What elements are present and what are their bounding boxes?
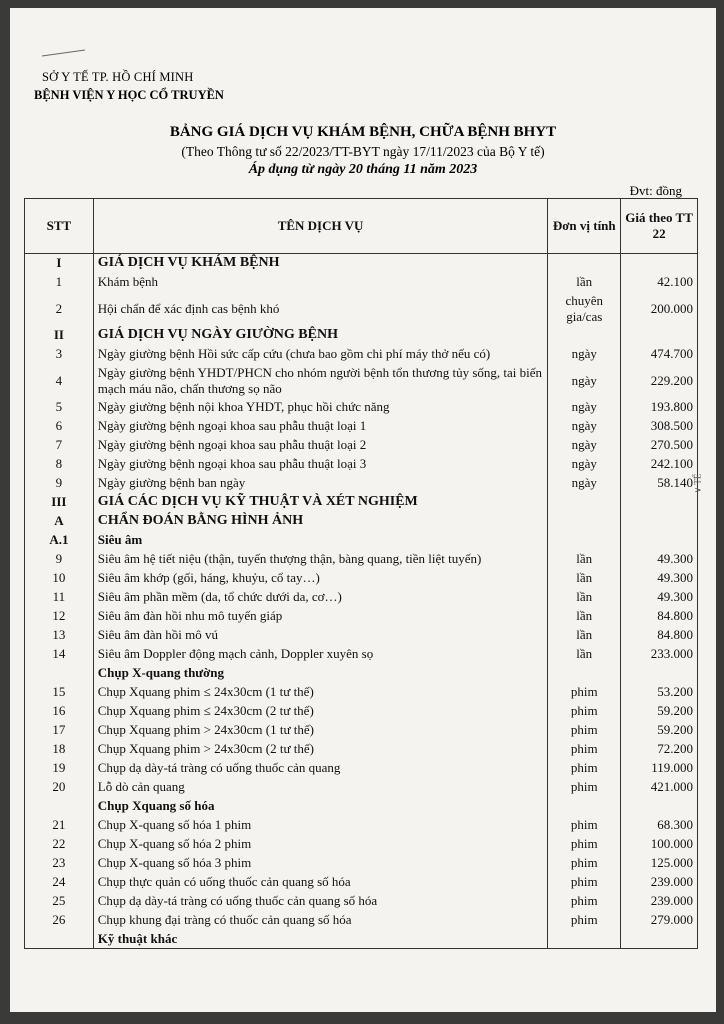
section-row xyxy=(25,664,698,683)
row-stt: 22 xyxy=(25,835,94,854)
row-unit: lần xyxy=(548,626,621,645)
row-unit xyxy=(548,531,621,550)
row-price: 270.500 xyxy=(621,436,698,455)
row-unit: phim xyxy=(548,721,621,740)
row-unit: lần xyxy=(548,607,621,626)
col-name-header: TÊN DỊCH VỤ xyxy=(93,199,548,254)
table-row xyxy=(25,436,698,455)
row-price: 474.700 xyxy=(621,345,698,364)
row-unit xyxy=(548,326,621,345)
table-body xyxy=(25,254,698,949)
row-stt: 18 xyxy=(25,740,94,759)
row-unit xyxy=(548,512,621,531)
apply-date: Áp dụng từ ngày 20 tháng 11 năm 2023 xyxy=(248,162,478,177)
section-row xyxy=(25,512,698,531)
table-row xyxy=(25,721,698,740)
row-stt: 17 xyxy=(25,721,94,740)
row-price xyxy=(621,326,698,345)
row-name: Chụp Xquang phim ≤ 24x30cm (1 tư thế) xyxy=(93,683,548,702)
row-stt: 12 xyxy=(25,607,94,626)
row-unit: ngày xyxy=(548,364,621,398)
row-unit: phim xyxy=(548,740,621,759)
table-row xyxy=(25,273,698,292)
row-price: 68.300 xyxy=(621,816,698,835)
row-price: 193.800 xyxy=(621,398,698,417)
row-name: Ngày giường bệnh nội khoa YHDT, phục hồi chức năng xyxy=(93,398,548,417)
document-page xyxy=(10,8,716,1012)
row-stt: 21 xyxy=(25,816,94,835)
row-name: GIÁ DỊCH VỤ KHÁM BỆNH xyxy=(93,254,548,273)
row-stt xyxy=(25,930,94,949)
table-row xyxy=(25,645,698,664)
row-name: Siêu âm đàn hồi mô vú xyxy=(93,626,548,645)
row-stt: 16 xyxy=(25,702,94,721)
row-price: 42.100 xyxy=(621,273,698,292)
stamp-mark: ∨ TẾ xyxy=(692,473,703,494)
row-name: Ngày giường bệnh ngoại khoa sau phẫu thuật loại 2 xyxy=(93,436,548,455)
org-line-1: SỞ Y TẾ TP. HỒ CHÍ MINH xyxy=(42,70,194,84)
row-name: Siêu âm hệ tiết niệu (thận, tuyến thượng thận, bàng quang, tiền liệt tuyến) xyxy=(93,550,548,569)
row-name: Siêu âm xyxy=(93,531,548,550)
row-price xyxy=(621,512,698,531)
row-price: 49.300 xyxy=(621,569,698,588)
row-stt: 24 xyxy=(25,873,94,892)
row-unit: lần xyxy=(548,645,621,664)
table-row xyxy=(25,626,698,645)
row-price: 239.000 xyxy=(621,892,698,911)
row-price: 49.300 xyxy=(621,550,698,569)
row-price: 125.000 xyxy=(621,854,698,873)
table-row xyxy=(25,550,698,569)
table-row xyxy=(25,835,698,854)
row-name: Siêu âm khớp (gối, háng, khuỷu, cổ tay…) xyxy=(93,569,548,588)
table-row xyxy=(25,474,698,493)
row-name: Chụp Xquang số hóa xyxy=(93,797,548,816)
row-unit: ngày xyxy=(548,417,621,436)
row-unit xyxy=(548,930,621,949)
row-unit: lần xyxy=(548,273,621,292)
row-unit: phim xyxy=(548,702,621,721)
row-unit: phim xyxy=(548,854,621,873)
col-price-header: Giá theo TT 22 xyxy=(621,199,698,254)
row-name: Khám bệnh xyxy=(93,273,548,292)
row-name: Kỹ thuật khác xyxy=(93,930,548,949)
row-unit: phim xyxy=(548,683,621,702)
row-unit: ngày xyxy=(548,474,621,493)
table-row xyxy=(25,854,698,873)
row-unit: lần xyxy=(548,569,621,588)
row-unit: phim xyxy=(548,759,621,778)
row-stt: A xyxy=(25,512,94,531)
row-name: Chụp Xquang phim > 24x30cm (2 tư thế) xyxy=(93,740,548,759)
row-unit xyxy=(548,664,621,683)
row-stt: 19 xyxy=(25,759,94,778)
row-name: Chụp dạ dày-tá tràng có uống thuốc cản quang xyxy=(93,759,548,778)
row-stt: 1 xyxy=(25,273,94,292)
row-stt: 9 xyxy=(25,474,94,493)
row-name: Chụp Xquang phim ≤ 24x30cm (2 tư thế) xyxy=(93,702,548,721)
row-stt: 9 xyxy=(25,550,94,569)
row-price: 84.800 xyxy=(621,607,698,626)
row-stt: 23 xyxy=(25,854,94,873)
col-stt-header: STT xyxy=(25,199,94,254)
row-price xyxy=(621,930,698,949)
row-price: 72.200 xyxy=(621,740,698,759)
price-table xyxy=(24,198,698,949)
row-price: 308.500 xyxy=(621,417,698,436)
row-unit xyxy=(548,797,621,816)
row-name: Chụp dạ dày-tá tràng có uống thuốc cản quang số hóa xyxy=(93,892,548,911)
row-unit xyxy=(548,493,621,512)
pen-mark xyxy=(40,48,90,58)
row-price xyxy=(621,797,698,816)
row-stt: 26 xyxy=(25,911,94,930)
row-name: Ngày giường bệnh ban ngày xyxy=(93,474,548,493)
section-row xyxy=(25,930,698,949)
row-stt: 14 xyxy=(25,645,94,664)
row-price xyxy=(621,493,698,512)
table-row xyxy=(25,455,698,474)
row-name: Siêu âm Doppler động mạch cảnh, Doppler xuyên sọ xyxy=(93,645,548,664)
row-price: 58.140 xyxy=(621,474,698,493)
row-unit: lần xyxy=(548,588,621,607)
table-row xyxy=(25,911,698,930)
org-line-2: BỆNH VIỆN Y HỌC CỔ TRUYỀN xyxy=(34,88,224,102)
row-stt: I xyxy=(25,254,94,273)
row-stt: 6 xyxy=(25,417,94,436)
row-name: GIÁ DỊCH VỤ NGÀY GIƯỜNG BỆNH xyxy=(93,326,548,345)
table-row xyxy=(25,778,698,797)
col-unit-header: Đơn vị tính xyxy=(548,199,621,254)
row-price xyxy=(621,254,698,273)
row-stt: 11 xyxy=(25,588,94,607)
row-stt: II xyxy=(25,326,94,345)
table-row xyxy=(25,759,698,778)
row-name: Lỗ dò cản quang xyxy=(93,778,548,797)
row-unit: ngày xyxy=(548,436,621,455)
row-unit: chuyên gia/cas xyxy=(548,292,621,326)
document-title: BẢNG GIÁ DỊCH VỤ KHÁM BỆNH, CHỮA BỆNH BHYT xyxy=(169,124,557,140)
row-price: 59.200 xyxy=(621,721,698,740)
row-unit: phim xyxy=(548,892,621,911)
row-price: 421.000 xyxy=(621,778,698,797)
row-stt: 10 xyxy=(25,569,94,588)
row-name: Hội chẩn để xác định cas bệnh khó xyxy=(93,292,548,326)
section-row xyxy=(25,531,698,550)
table-header-row xyxy=(25,199,698,254)
row-name: Ngày giường bệnh YHDT/PHCN cho nhóm người bệnh tổn thương tủy sống, tai biến mạch máu não, chấn thương sọ não xyxy=(93,364,548,398)
table-row xyxy=(25,398,698,417)
row-stt: 8 xyxy=(25,455,94,474)
row-name: CHẨN ĐOÁN BẰNG HÌNH ẢNH xyxy=(93,512,548,531)
row-name: Ngày giường bệnh ngoại khoa sau phẫu thuật loại 1 xyxy=(93,417,548,436)
row-stt: A.1 xyxy=(25,531,94,550)
row-price: 239.000 xyxy=(621,873,698,892)
row-stt: 5 xyxy=(25,398,94,417)
document-subtitle: (Theo Thông tư số 22/2023/TT-BYT ngày 17/11/2023 của Bộ Y tế) xyxy=(181,144,545,159)
row-price: 100.000 xyxy=(621,835,698,854)
row-price: 200.000 xyxy=(621,292,698,326)
row-price: 84.800 xyxy=(621,626,698,645)
row-name: Chụp Xquang phim > 24x30cm (1 tư thế) xyxy=(93,721,548,740)
row-stt: III xyxy=(25,493,94,512)
section-row xyxy=(25,254,698,273)
row-name: GIÁ CÁC DỊCH VỤ KỸ THUẬT VÀ XÉT NGHIỆM xyxy=(93,493,548,512)
row-price: 279.000 xyxy=(621,911,698,930)
row-unit: phim xyxy=(548,835,621,854)
table-row xyxy=(25,683,698,702)
row-unit: phim xyxy=(548,873,621,892)
row-unit: lần xyxy=(548,550,621,569)
row-stt: 15 xyxy=(25,683,94,702)
row-stt: 3 xyxy=(25,345,94,364)
row-stt: 2 xyxy=(25,292,94,326)
row-unit xyxy=(548,254,621,273)
row-price: 119.000 xyxy=(621,759,698,778)
row-stt xyxy=(25,664,94,683)
section-row xyxy=(25,326,698,345)
table-row xyxy=(25,892,698,911)
row-unit: ngày xyxy=(548,345,621,364)
row-stt: 20 xyxy=(25,778,94,797)
table-row xyxy=(25,607,698,626)
row-price: 233.000 xyxy=(621,645,698,664)
row-name: Ngày giường bệnh ngoại khoa sau phẫu thuật loại 3 xyxy=(93,455,548,474)
table-row xyxy=(25,417,698,436)
row-unit: ngày xyxy=(548,398,621,417)
table-row xyxy=(25,345,698,364)
row-unit: ngày xyxy=(548,455,621,474)
table-row xyxy=(25,702,698,721)
row-name: Siêu âm phần mềm (da, tổ chức dưới da, cơ…) xyxy=(93,588,548,607)
row-stt: 13 xyxy=(25,626,94,645)
table-row xyxy=(25,569,698,588)
row-price: 242.100 xyxy=(621,455,698,474)
row-price: 49.300 xyxy=(621,588,698,607)
row-name: Chụp X-quang thường xyxy=(93,664,548,683)
row-price xyxy=(621,664,698,683)
row-stt: 25 xyxy=(25,892,94,911)
row-name: Chụp X-quang số hóa 2 phim xyxy=(93,835,548,854)
table-row xyxy=(25,588,698,607)
row-price: 59.200 xyxy=(621,702,698,721)
row-price: 229.200 xyxy=(621,364,698,398)
row-stt: 4 xyxy=(25,364,94,398)
row-name: Siêu âm đàn hồi nhu mô tuyến giáp xyxy=(93,607,548,626)
table-row xyxy=(25,292,698,326)
row-unit: phim xyxy=(548,911,621,930)
row-stt: 7 xyxy=(25,436,94,455)
section-row xyxy=(25,797,698,816)
row-name: Ngày giường bệnh Hồi sức cấp cứu (chưa bao gồm chi phí máy thở nếu có) xyxy=(93,345,548,364)
row-unit: phim xyxy=(548,778,621,797)
row-price: 53.200 xyxy=(621,683,698,702)
row-name: Chụp X-quang số hóa 1 phim xyxy=(93,816,548,835)
table-row xyxy=(25,364,698,398)
table-row xyxy=(25,873,698,892)
row-name: Chụp thực quản có uống thuốc cản quang số hóa xyxy=(93,873,548,892)
row-price xyxy=(621,531,698,550)
row-unit: phim xyxy=(548,816,621,835)
table-row xyxy=(25,816,698,835)
row-stt xyxy=(25,797,94,816)
unit-note: Đvt: đồng xyxy=(629,183,682,198)
table-row xyxy=(25,740,698,759)
section-row xyxy=(25,493,698,512)
row-name: Chụp khung đại tràng có thuốc cản quang số hóa xyxy=(93,911,548,930)
row-name: Chụp X-quang số hóa 3 phim xyxy=(93,854,548,873)
